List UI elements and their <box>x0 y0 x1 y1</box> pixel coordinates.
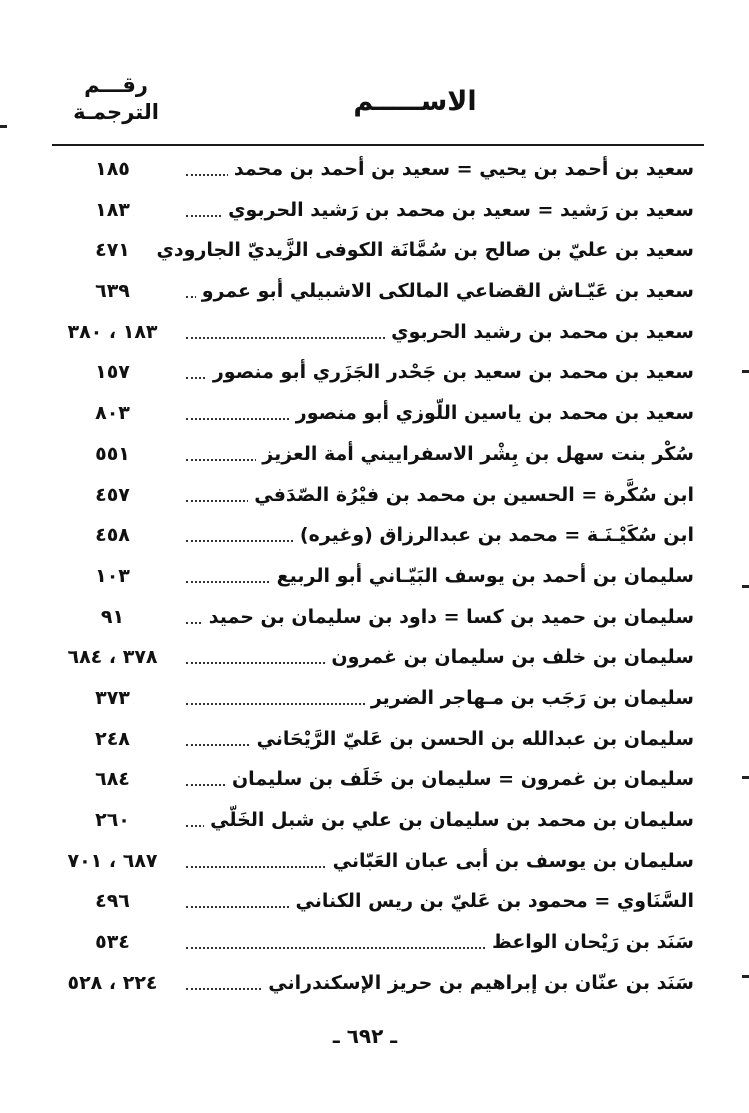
entry-number: ١٨٥ <box>95 158 130 180</box>
scan-edge-mark <box>742 776 749 779</box>
index-entry <box>0 394 749 435</box>
entry-name: سليمان بن يوسف بن أبى عبان العَبّاني <box>327 850 694 872</box>
index-entry <box>0 313 749 354</box>
index-entry <box>0 679 749 720</box>
entry-number: ٦٣٩ <box>95 280 130 303</box>
entry-number: ٤٩٦ <box>95 890 130 913</box>
entry-number: ٥٥١ <box>95 442 130 465</box>
entry-number: ٥٣٤ <box>95 931 130 954</box>
scan-edge-mark <box>742 975 749 978</box>
entry-name: سليمان بن حميد بن كسا = داود بن سليمان بن حميد <box>203 606 694 628</box>
index-entry <box>0 964 749 1005</box>
entry-name: سُكْر بنت سهل بن بِشْر الاسفراييني أمة العزيز <box>256 443 694 465</box>
entry-name: سليمان بن عبدالله بن الحسن بن عَليّ الرَّيْحَاني <box>251 728 694 750</box>
entry-name: سعيد بن رَشيد = سعيد بن محمد بن رَشيد الحربوي <box>222 199 694 221</box>
entry-name: سعيد بن محمد بن رشيد الحربوي <box>385 321 694 343</box>
entry-number: ١٠٣ <box>95 564 130 587</box>
scan-edge-mark <box>0 125 7 128</box>
entry-name: ابن سُكَيْـنَـة = محمد بن عبدالرزاق (وغيره) <box>294 524 694 546</box>
entry-number: ٤٥٧ <box>95 483 130 506</box>
index-entry <box>0 516 749 557</box>
entry-name: ابن سُكَّرة = الحسين بن محمد بن فيْرُة الصّدَفي <box>248 484 694 506</box>
index-entry <box>0 353 749 394</box>
entry-name: سليمان بن رَجَب بن مـهاجر الضرير <box>365 687 694 709</box>
entry-name: سعيد بن عَيّـاش القضاعي المالكى الاشبيلي أبو عمرو <box>196 280 694 302</box>
number-column-header <box>66 72 166 126</box>
index-entry <box>0 435 749 476</box>
entry-name: سليمان بن أحمد بن يوسف البَيّـاني أبو الربيع <box>271 565 694 587</box>
entry-name: سَنَد بن عنّان بن إبراهيم بن حريز الإسكندراني <box>262 972 694 994</box>
index-entry <box>0 557 749 598</box>
entry-name: سعيد بن محمد بن ياسين اللّوزي أبو منصور <box>290 402 694 424</box>
index-entry <box>0 720 749 761</box>
index-entry-list <box>0 150 749 1004</box>
entry-number: ٨٠٣ <box>95 402 130 425</box>
entry-name: سليمان بن غمرون = سليمان بن خَلَف بن سليمان <box>226 768 694 790</box>
index-entry <box>0 923 749 964</box>
entry-name: سعيد بن محمد بن سعيد بن جَحْدر الجَزَري أبو منصور <box>207 361 694 383</box>
index-entry <box>0 272 749 313</box>
entry-name: سَنَد بن رَيْحان الواعظ <box>486 931 694 953</box>
entry-number: ٦٨٧ ، ٧٠١ <box>67 849 158 872</box>
entry-name: سليمان بن خلف بن سليمان بن غمرون <box>325 646 694 668</box>
index-entry <box>0 882 749 923</box>
entry-number: ٢٢٤ ، ٥٢٨ <box>67 971 158 994</box>
index-entry <box>0 191 749 232</box>
entry-number: ١٨٣ ، ٣٨٠ <box>67 320 158 343</box>
index-entry <box>0 598 749 639</box>
entry-number: ٢٦٠ <box>95 809 130 831</box>
index-entry <box>0 801 749 842</box>
index-entry <box>0 150 749 191</box>
entry-name: سعيد بن أحمد بن يحيي = سعيد بن أحمد بن محمد <box>228 158 694 180</box>
header-divider <box>52 144 704 146</box>
entry-number: ٤٥٨ <box>95 524 130 547</box>
page-number: ـ ٦٩٢ ـ <box>332 1024 398 1048</box>
index-entry <box>0 476 749 517</box>
scan-edge-mark <box>742 585 749 588</box>
index-entry <box>0 760 749 801</box>
number-column-header-line2: الترجمـة <box>73 100 159 124</box>
scan-edge-mark <box>742 370 749 373</box>
entry-number: ١٥٧ <box>95 361 130 384</box>
entry-name: سليمان بن محمد بن سليمان بن علي بن شبل الخَلّي <box>204 809 694 831</box>
entry-name: سعيد بن عليّ بن صالح بن سُمَّانَة الكوفى الزَّيديّ الجارودي <box>150 239 694 261</box>
entry-number: ٢٤٨ <box>95 727 130 750</box>
entry-number: ١٨٣ <box>95 198 130 221</box>
entry-name: السَّنَاوي = محمود بن عَليّ بن ريس الكناني <box>290 890 694 912</box>
entry-number: ٣٧٨ ، ٦٨٤ <box>67 646 158 669</box>
entry-number: ٩١ <box>100 605 125 628</box>
name-column-header: الاســـــم <box>353 86 477 117</box>
entry-number: ٣٧٣ <box>95 686 130 709</box>
number-column-header-line1: رقـــم <box>84 73 148 97</box>
index-entry <box>0 231 749 272</box>
index-entry <box>0 638 749 679</box>
index-entry <box>0 842 749 883</box>
entry-number: ٤٧١ <box>95 239 130 262</box>
entry-number: ٦٨٤ <box>95 768 130 791</box>
